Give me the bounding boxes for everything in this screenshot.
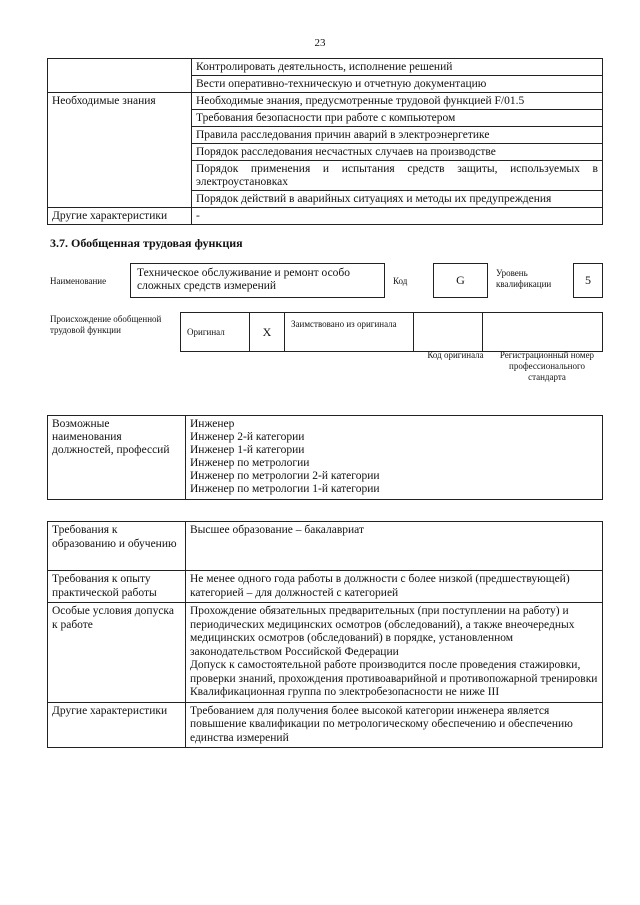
list-item: Инженер по метрологии 2-й категории [190,470,380,482]
list-item: Инженер 1-й категории [190,444,305,456]
list-item: Инженер по метрологии [190,457,310,469]
table-label-empty [48,59,192,93]
positions-table [47,415,603,500]
code-box: G [433,263,488,298]
name-label: Наименование [50,276,107,286]
education-value: Высшее образование – бакалавриат [186,522,603,571]
level-label: Уровень квалификации [496,268,552,289]
table-label-other: Другие характеристики [48,208,192,225]
table-label-knowledge: Необходимые знания [48,93,192,208]
table-cell: - [192,208,603,225]
other-value: Требованием для получения более высокой категории инженера является повышение квалификации по метрологическому обеспечению и обеспечению единства измерений [186,702,603,748]
requirements-table [47,521,603,748]
table-cell: Требования безопасности при работе с компьютером [192,110,603,127]
origin-label: Происхождение обобщенной трудовой функции [50,314,162,335]
code-original-cell [414,313,483,352]
list-item: Прохождение обязательных предварительных (при поступлении на работу) и периодических медицинских осмотров (обследований), а также внеочередных медицинских осмотров (обследований) в порядке, установленном законодательством Российской Федерации [190,605,575,658]
list-item: Допуск к самостоятельной работе производится после проведения стажировки, проверки знаний, прохождения противоаварийной и противопожарной тренировки [190,659,598,685]
table-cell: Вести оперативно-техническую и отчетную документацию [192,76,603,93]
borrowed-label: Заимствовано из оригинала [285,313,414,352]
positions-list [186,416,603,500]
knowledge-table [47,58,603,225]
special-label: Особые условия допуска к работе [48,603,186,703]
list-item: Инженер по метрологии 1-й категории [190,483,380,495]
table-cell: Правила расследования причин аварий в электроэнергетике [192,127,603,144]
positions-label: Возможные наименования должностей, профессий [48,416,186,500]
reg-number-label: Регистрационный номер профессионального стандарта [499,350,595,382]
original-label: Оригинал [181,313,250,352]
level-box: 5 [573,263,603,298]
code-label: Код [393,276,408,286]
table-cell: Необходимые знания, предусмотренные трудовой функцией F/01.5 [192,93,603,110]
table-cell: Порядок действий в аварийных ситуациях и методы их предупреждения [192,191,603,208]
page-number: 23 [314,37,326,49]
reg-number-cell [483,313,603,352]
code-original-label: Код оригинала [427,350,484,360]
original-mark: X [250,313,285,352]
list-item: Квалификационная группа по электробезопасности не ниже III [190,686,500,698]
other-label: Другие характеристики [48,702,186,748]
experience-label: Требования к опыту практической работы [48,571,186,603]
list-item: Инженер [190,418,235,430]
table-cell: Порядок применения и испытания средств защиты, используемых в электроустановках [192,161,603,191]
function-name-box: Техническое обслуживание и ремонт особо сложных средств измерений [130,263,385,298]
table-cell: Контролировать деятельность, исполнение решений [192,59,603,76]
table-cell: Порядок расследования несчастных случаев на производстве [192,144,603,161]
special-conditions [186,603,603,703]
education-label: Требования к образованию и обучению [48,522,186,571]
section-heading: 3.7. Обобщенная трудовая функция [50,236,243,250]
origin-table [180,312,603,352]
experience-value: Не менее одного года работы в должности с более низкой (предшествующей) категорией – для должностей с категорией [186,571,603,603]
list-item: Инженер 2-й категории [190,431,305,443]
